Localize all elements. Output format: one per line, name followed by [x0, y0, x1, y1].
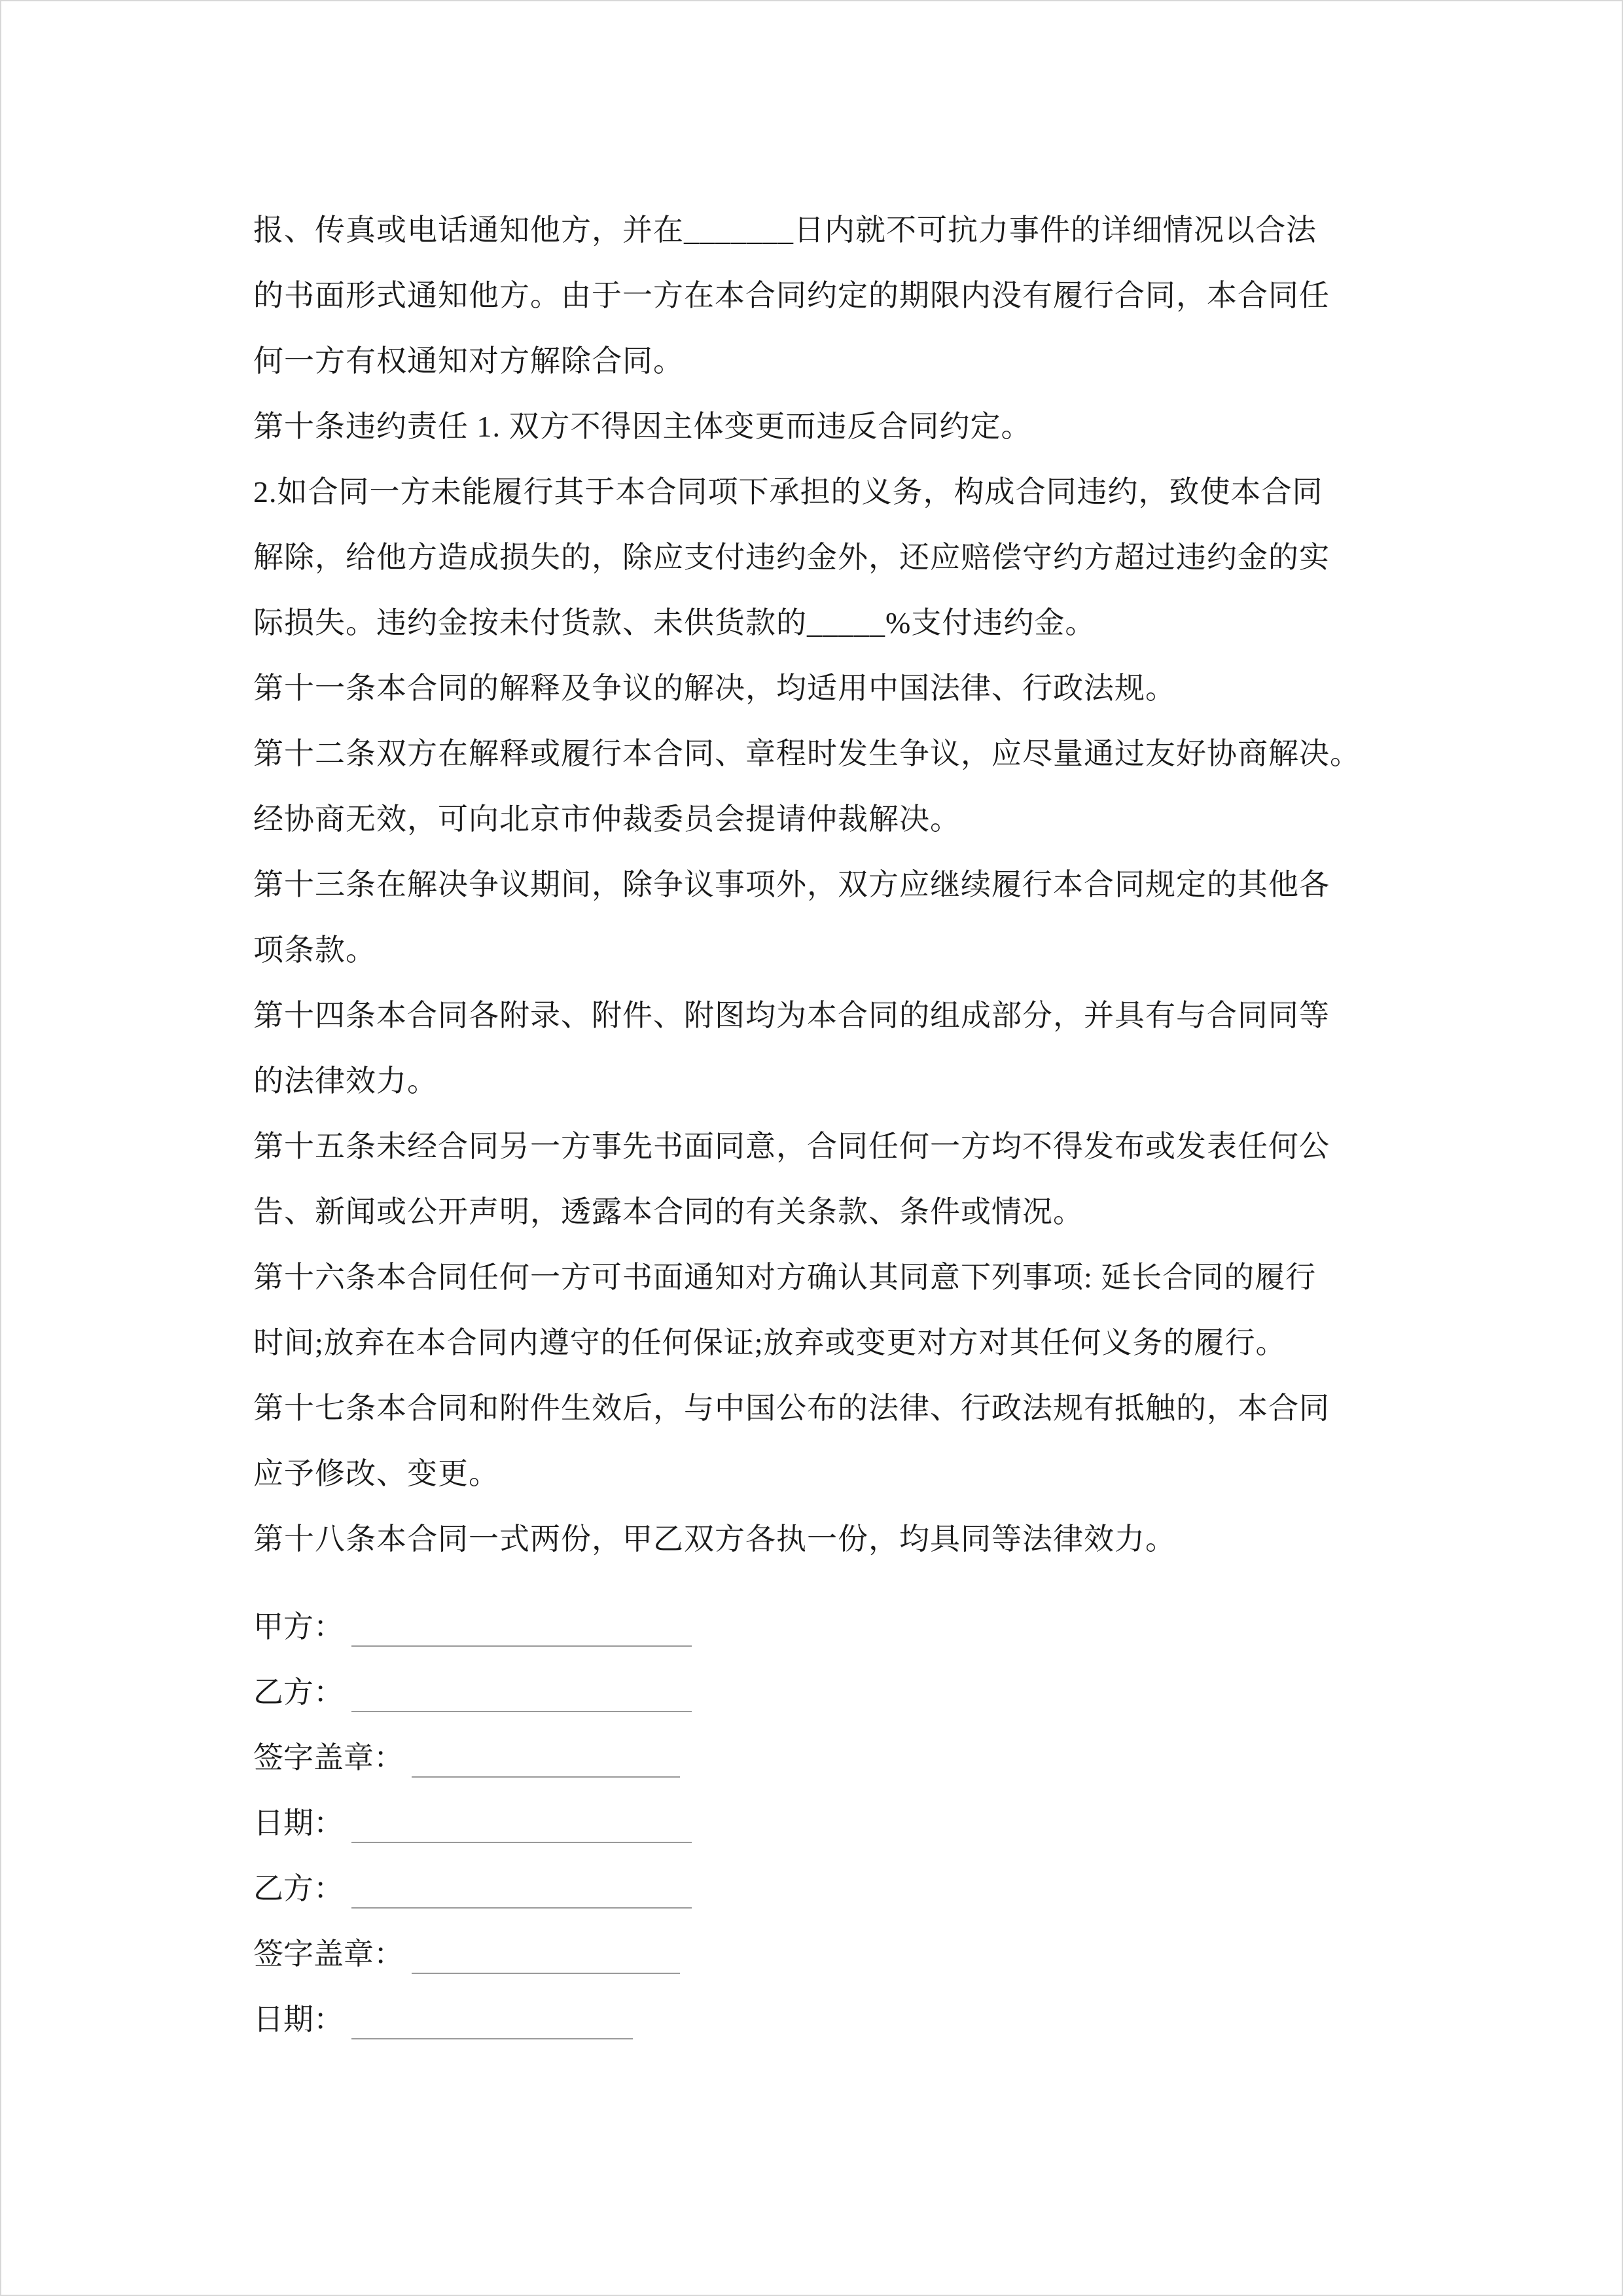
text-line: 时间;放弃在本合同内遵守的任何保证;放弃或变更对方对其任何义务的履行。	[253, 1326, 1287, 1359]
clause-12-line: 第十二条双方在解释或履行本合同、章程时发生争议，应尽量通过友好协商解决。	[253, 737, 1361, 770]
signature-label: 签字盖章：	[253, 1937, 404, 1971]
signature-label: 乙方：	[253, 1872, 344, 1905]
clause-18-line: 第十八条本合同一式两份，甲乙双方各执一份，均具同等法律效力。	[253, 1522, 1176, 1556]
text-line: 何一方有权通知对方解除合同。	[253, 344, 684, 378]
signature-blank-line	[412, 1742, 680, 1778]
clause-17-line: 第十七条本合同和附件生效后，与中国公布的法律、行政法规有抵触的，本合同	[253, 1391, 1330, 1425]
signature-row-date	[253, 1787, 1405, 1852]
text-line: 2.如合同一方未能履行其于本合同项下承担的义务，构成合同违约，致使本合同	[253, 475, 1323, 509]
text-line: 解除，给他方造成损失的，除应支付违约金外，还应赔偿守约方超过违约金的实	[253, 541, 1330, 574]
signature-blank-line	[412, 1939, 680, 1974]
signature-blank-line	[351, 1808, 692, 1843]
signature-block	[253, 1590, 1405, 2049]
clause-14-line: 第十四条本合同各附录、附件、附图均为本合同的组成部分，并具有与合同同等	[253, 999, 1330, 1032]
text-line: 的法律效力。	[253, 1064, 438, 1098]
clause-11-line: 第十一条本合同的解释及争议的解决，均适用中国法律、行政法规。	[253, 672, 1176, 705]
text-line: 报、传真或电话通知他方，并在_______日内就不可抗力事件的详细情况以合法	[253, 213, 1317, 247]
signature-row-party-b-2	[253, 1852, 1405, 1918]
text-line: 项条款。	[253, 933, 376, 967]
clause-10-line: 第十条违约责任 1. 双方不得因主体变更而违反合同约定。	[253, 410, 1032, 443]
signature-blank-line	[351, 1677, 692, 1712]
signature-row-seal-2	[253, 1918, 1405, 1983]
signature-label: 签字盖章：	[253, 1741, 404, 1774]
signature-label: 日期：	[253, 2003, 344, 2036]
signature-row-party-b	[253, 1656, 1405, 1721]
signature-label: 日期：	[253, 1806, 344, 1840]
clause-16-line: 第十六条本合同任何一方可书面通知对方确认其同意下列事项: 延长合同的履行	[253, 1261, 1317, 1294]
text-line: 应予修改、变更。	[253, 1457, 499, 1490]
signature-label: 乙方：	[253, 1676, 344, 1709]
clause-13-line: 第十三条在解决争议期间，除争议事项外，双方应继续履行本合同规定的其他各	[253, 868, 1330, 901]
signature-row-date-2	[253, 1983, 1405, 2049]
text-line: 的书面形式通知他方。由于一方在本合同约定的期限内没有履行合同，本合同任	[253, 279, 1330, 312]
text-line: 经协商无效，可向北京市仲裁委员会提请仲裁解决。	[253, 802, 961, 836]
signature-row-party-a	[253, 1590, 1405, 1656]
signature-blank-line	[351, 1873, 692, 1909]
text-line: 际损失。违约金按未付货款、未供货款的_____%支付违约金。	[253, 606, 1096, 639]
signature-row-seal	[253, 1721, 1405, 1787]
signature-label: 甲方：	[253, 1610, 344, 1643]
signature-blank-line	[351, 2004, 633, 2039]
clause-15-line: 第十五条未经合同另一方事先书面同意，合同任何一方均不得发布或发表任何公	[253, 1130, 1330, 1163]
signature-blank-line	[351, 1611, 692, 1647]
contract-body	[253, 198, 1405, 2049]
text-line: 告、新闻或公开声明，透露本合同的有关条款、条件或情况。	[253, 1195, 1084, 1229]
